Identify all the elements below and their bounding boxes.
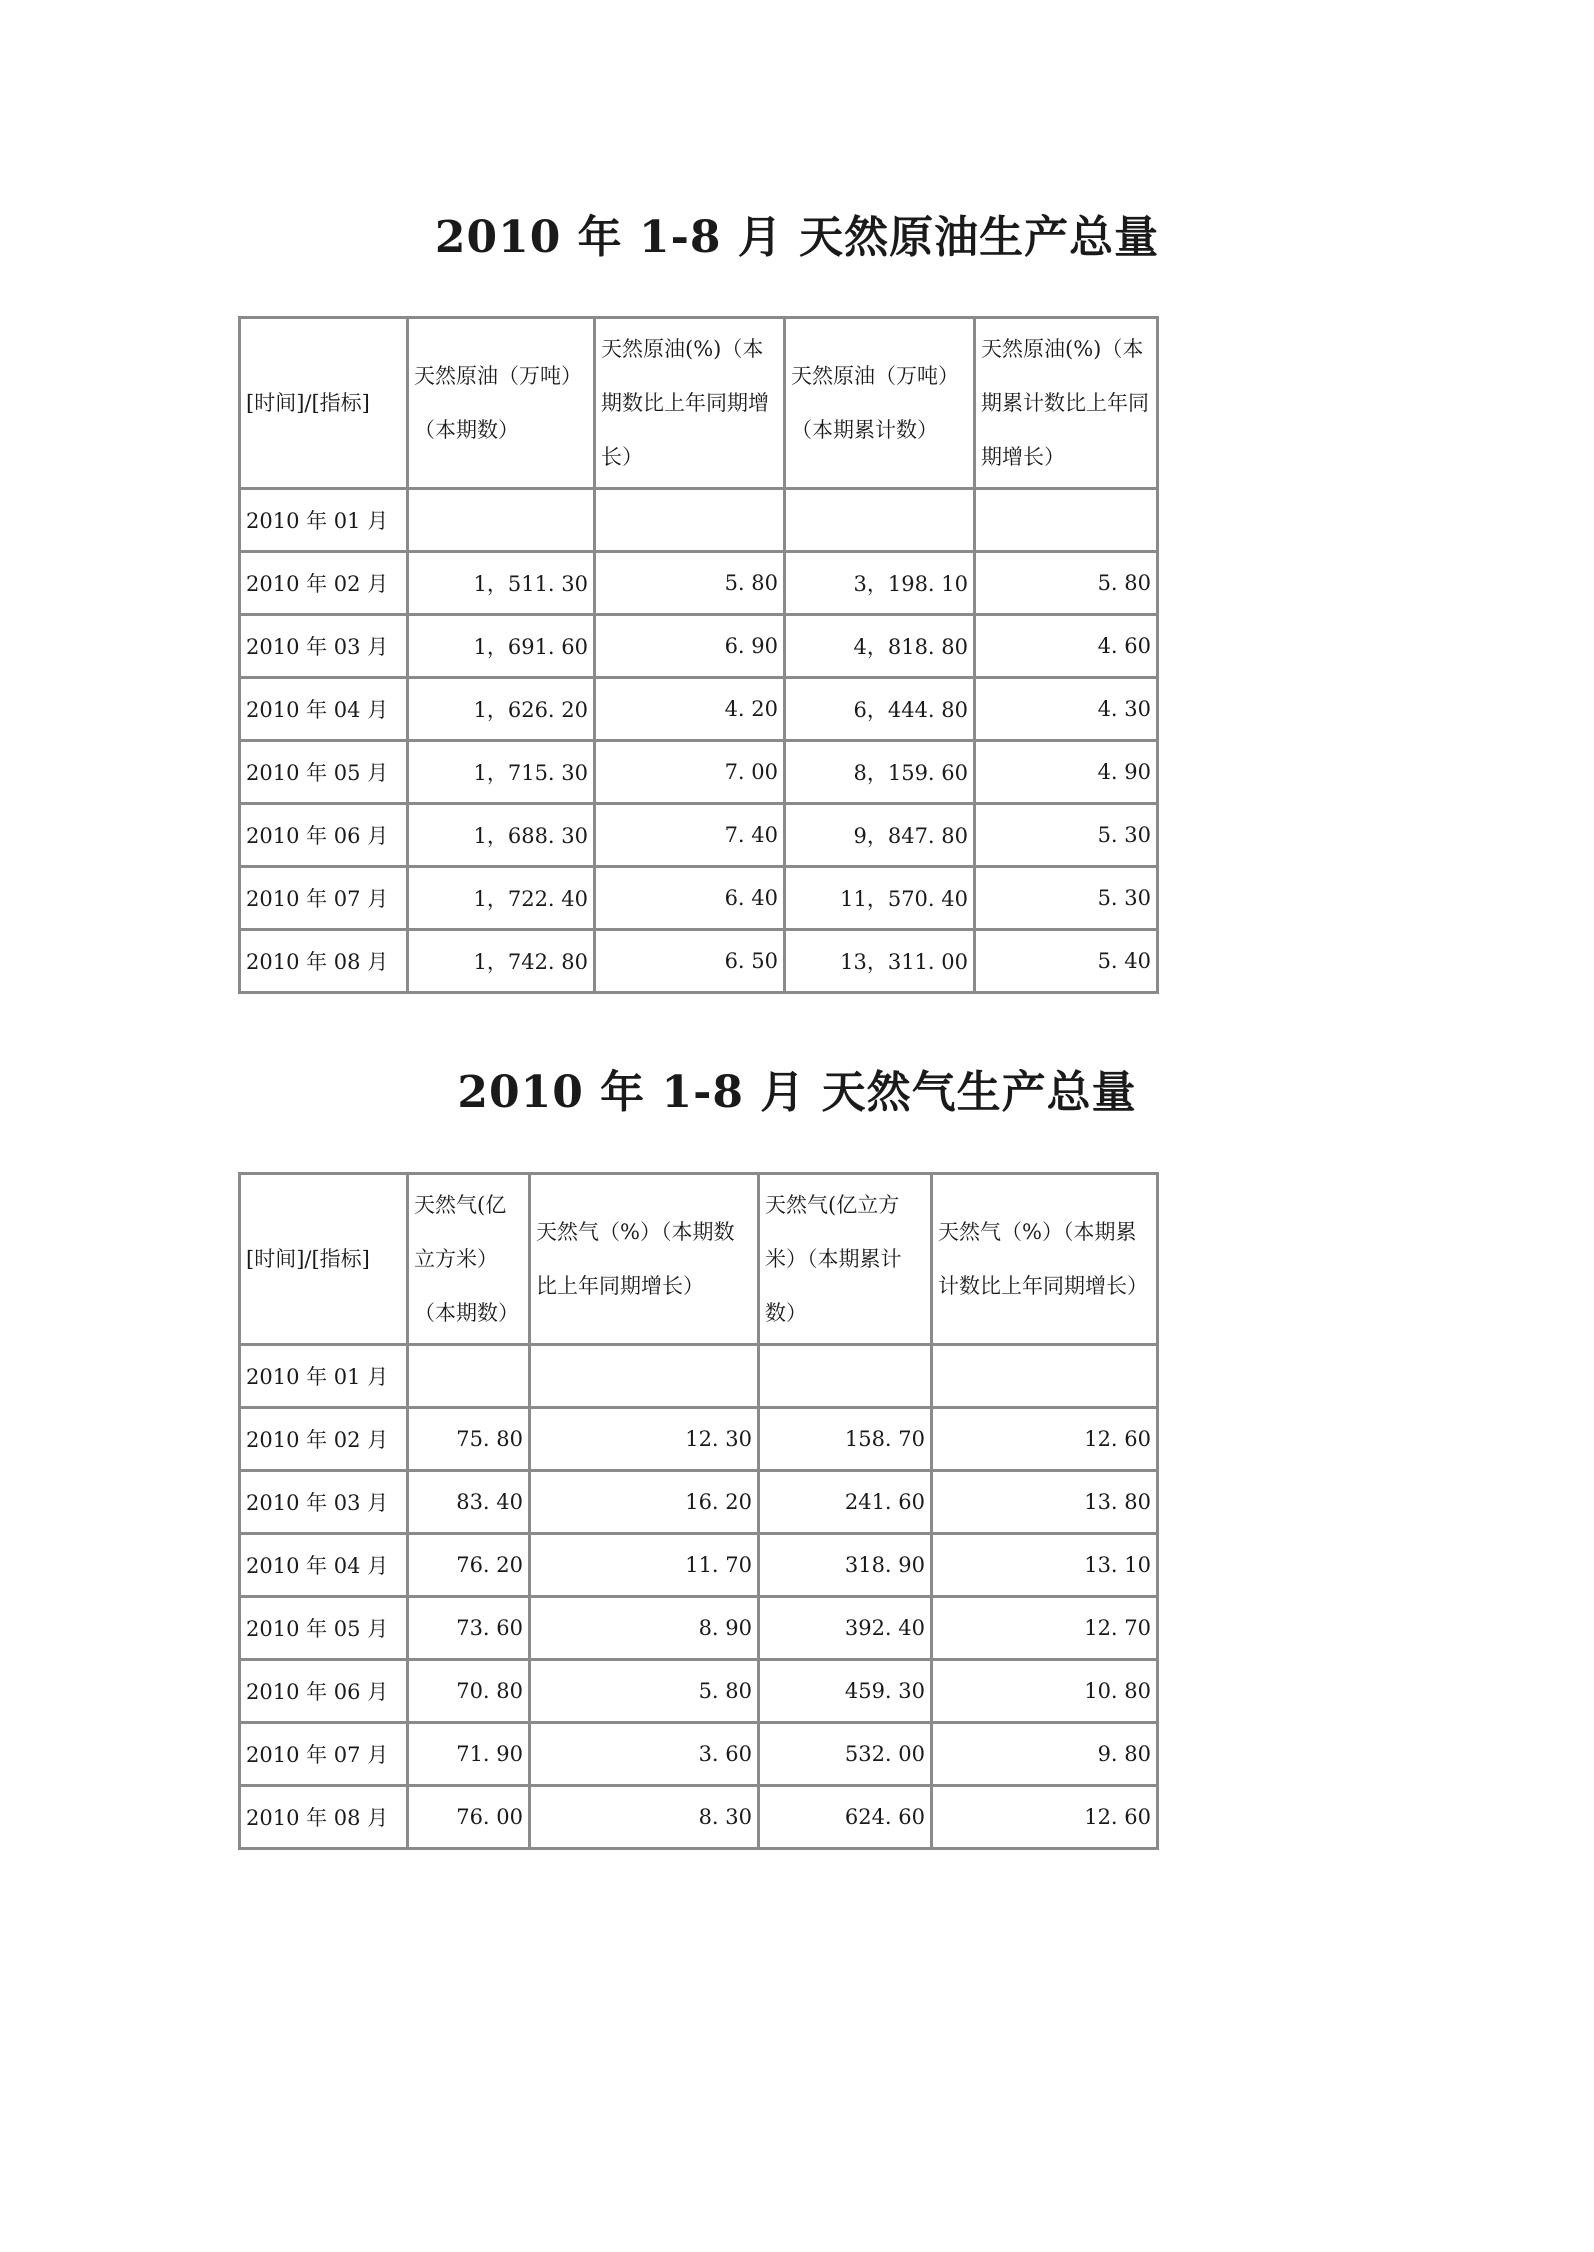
cumulative-growth-cell: 4. 60: [975, 615, 1158, 678]
cumulative-value-cell: 241. 60: [759, 1471, 932, 1534]
cumulative-growth-cell: 9. 80: [932, 1723, 1158, 1786]
cumulative-value-cell: 6，444. 80: [785, 678, 975, 741]
cumulative-growth-cell: 4. 90: [975, 741, 1158, 804]
current-growth-cell: 7. 40: [595, 804, 785, 867]
column-header-time-indicator: [时间]/[指标]: [240, 1174, 408, 1345]
table-row: [240, 930, 1158, 993]
row-date-cell: 2010 年 01 月: [240, 1345, 408, 1408]
cumulative-growth-cell: 10. 80: [932, 1660, 1158, 1723]
current-value-cell: 1，715. 30: [408, 741, 595, 804]
table-row: [240, 1786, 1158, 1849]
cumulative-value-cell: 392. 40: [759, 1597, 932, 1660]
row-date-cell: 2010 年 06 月: [240, 804, 408, 867]
row-date-cell: 2010 年 02 月: [240, 552, 408, 615]
current-growth-cell: 6. 50: [595, 930, 785, 993]
row-date-cell: 2010 年 03 月: [240, 1471, 408, 1534]
cumulative-growth-cell: [932, 1345, 1158, 1408]
column-header-gas-current: 天然气(亿立方米）（本期数）: [408, 1174, 530, 1345]
table-row: [240, 867, 1158, 930]
current-growth-cell: [595, 489, 785, 552]
current-growth-cell: 4. 20: [595, 678, 785, 741]
table-header-row: [240, 1174, 1158, 1345]
column-header-oil-current: 天然原油（万吨）（本期数）: [408, 318, 595, 489]
cumulative-value-cell: 9，847. 80: [785, 804, 975, 867]
current-growth-cell: 8. 90: [530, 1597, 759, 1660]
current-value-cell: 76. 20: [408, 1534, 530, 1597]
current-growth-cell: 12. 30: [530, 1408, 759, 1471]
row-date-cell: 2010 年 04 月: [240, 678, 408, 741]
table-row: [240, 741, 1158, 804]
cumulative-value-cell: 459. 30: [759, 1660, 932, 1723]
table-row: [240, 678, 1158, 741]
cumulative-growth-cell: 13. 80: [932, 1471, 1158, 1534]
cumulative-growth-cell: 4. 30: [975, 678, 1158, 741]
current-growth-cell: 3. 60: [530, 1723, 759, 1786]
current-value-cell: 1，691. 60: [408, 615, 595, 678]
current-growth-cell: 5. 80: [595, 552, 785, 615]
table-row: [240, 552, 1158, 615]
table-row: [240, 804, 1158, 867]
row-date-cell: 2010 年 07 月: [240, 867, 408, 930]
row-date-cell: 2010 年 03 月: [240, 615, 408, 678]
column-header-gas-cumulative-growth: 天然气（%）（本期累计数比上年同期增长）: [932, 1174, 1158, 1345]
current-growth-cell: 6. 90: [595, 615, 785, 678]
cumulative-value-cell: 11，570. 40: [785, 867, 975, 930]
column-header-gas-cumulative: 天然气(亿立方米）（本期累计数）: [759, 1174, 932, 1345]
cumulative-value-cell: [785, 489, 975, 552]
cumulative-growth-cell: 12. 60: [932, 1786, 1158, 1849]
cumulative-value-cell: 624. 60: [759, 1786, 932, 1849]
cumulative-growth-cell: 12. 70: [932, 1597, 1158, 1660]
current-growth-cell: 8. 30: [530, 1786, 759, 1849]
current-value-cell: [408, 489, 595, 552]
cumulative-growth-cell: 12. 60: [932, 1408, 1158, 1471]
cumulative-growth-cell: [975, 489, 1158, 552]
current-growth-cell: 5. 80: [530, 1660, 759, 1723]
row-date-cell: 2010 年 06 月: [240, 1660, 408, 1723]
current-value-cell: 70. 80: [408, 1660, 530, 1723]
cumulative-value-cell: 3，198. 10: [785, 552, 975, 615]
current-value-cell: 71. 90: [408, 1723, 530, 1786]
table-row: [240, 1597, 1158, 1660]
current-value-cell: 1，722. 40: [408, 867, 595, 930]
cumulative-value-cell: 13，311. 00: [785, 930, 975, 993]
row-date-cell: 2010 年 08 月: [240, 1786, 408, 1849]
current-growth-cell: [530, 1345, 759, 1408]
column-header-oil-cumulative: 天然原油（万吨）（本期累计数）: [785, 318, 975, 489]
cumulative-value-cell: [759, 1345, 932, 1408]
table-row: [240, 1534, 1158, 1597]
cumulative-growth-cell: 5. 30: [975, 804, 1158, 867]
current-value-cell: 75. 80: [408, 1408, 530, 1471]
column-header-gas-current-growth: 天然气（%）（本期数比上年同期增长）: [530, 1174, 759, 1345]
current-growth-cell: 6. 40: [595, 867, 785, 930]
table-row: [240, 1408, 1158, 1471]
cumulative-value-cell: 4，818. 80: [785, 615, 975, 678]
row-date-cell: 2010 年 07 月: [240, 1723, 408, 1786]
cumulative-growth-cell: 13. 10: [932, 1534, 1158, 1597]
gas-production-table: [238, 1172, 1159, 1850]
current-value-cell: [408, 1345, 530, 1408]
cumulative-value-cell: 8，159. 60: [785, 741, 975, 804]
oil-table-title: 2010 年 1-8 月 天然原油生产总量: [434, 212, 1160, 263]
current-value-cell: 1，742. 80: [408, 930, 595, 993]
table-row: [240, 615, 1158, 678]
table-row: [240, 489, 1158, 552]
current-value-cell: 83. 40: [408, 1471, 530, 1534]
current-growth-cell: 16. 20: [530, 1471, 759, 1534]
current-value-cell: 1，511. 30: [408, 552, 595, 615]
table-row: [240, 1723, 1158, 1786]
cumulative-value-cell: 532. 00: [759, 1723, 932, 1786]
table-row: [240, 1345, 1158, 1408]
gas-table-title: 2010 年 1-8 月 天然气生产总量: [457, 1067, 1137, 1118]
current-growth-cell: 11. 70: [530, 1534, 759, 1597]
current-value-cell: 73. 60: [408, 1597, 530, 1660]
current-growth-cell: 7. 00: [595, 741, 785, 804]
column-header-time-indicator: [时间]/[指标]: [240, 318, 408, 489]
cumulative-value-cell: 318. 90: [759, 1534, 932, 1597]
cumulative-growth-cell: 5. 80: [975, 552, 1158, 615]
cumulative-value-cell: 158. 70: [759, 1408, 932, 1471]
row-date-cell: 2010 年 08 月: [240, 930, 408, 993]
column-header-oil-current-growth: 天然原油(%)（本期数比上年同期增长）: [595, 318, 785, 489]
oil-production-table: [238, 316, 1159, 994]
row-date-cell: 2010 年 04 月: [240, 1534, 408, 1597]
cumulative-growth-cell: 5. 30: [975, 867, 1158, 930]
column-header-oil-cumulative-growth: 天然原油(%)（本期累计数比上年同期增长）: [975, 318, 1158, 489]
table-header-row: [240, 318, 1158, 489]
table-row: [240, 1660, 1158, 1723]
cumulative-growth-cell: 5. 40: [975, 930, 1158, 993]
current-value-cell: 1，688. 30: [408, 804, 595, 867]
row-date-cell: 2010 年 02 月: [240, 1408, 408, 1471]
row-date-cell: 2010 年 05 月: [240, 741, 408, 804]
current-value-cell: 1，626. 20: [408, 678, 595, 741]
current-value-cell: 76. 00: [408, 1786, 530, 1849]
table-row: [240, 1471, 1158, 1534]
row-date-cell: 2010 年 05 月: [240, 1597, 408, 1660]
row-date-cell: 2010 年 01 月: [240, 489, 408, 552]
